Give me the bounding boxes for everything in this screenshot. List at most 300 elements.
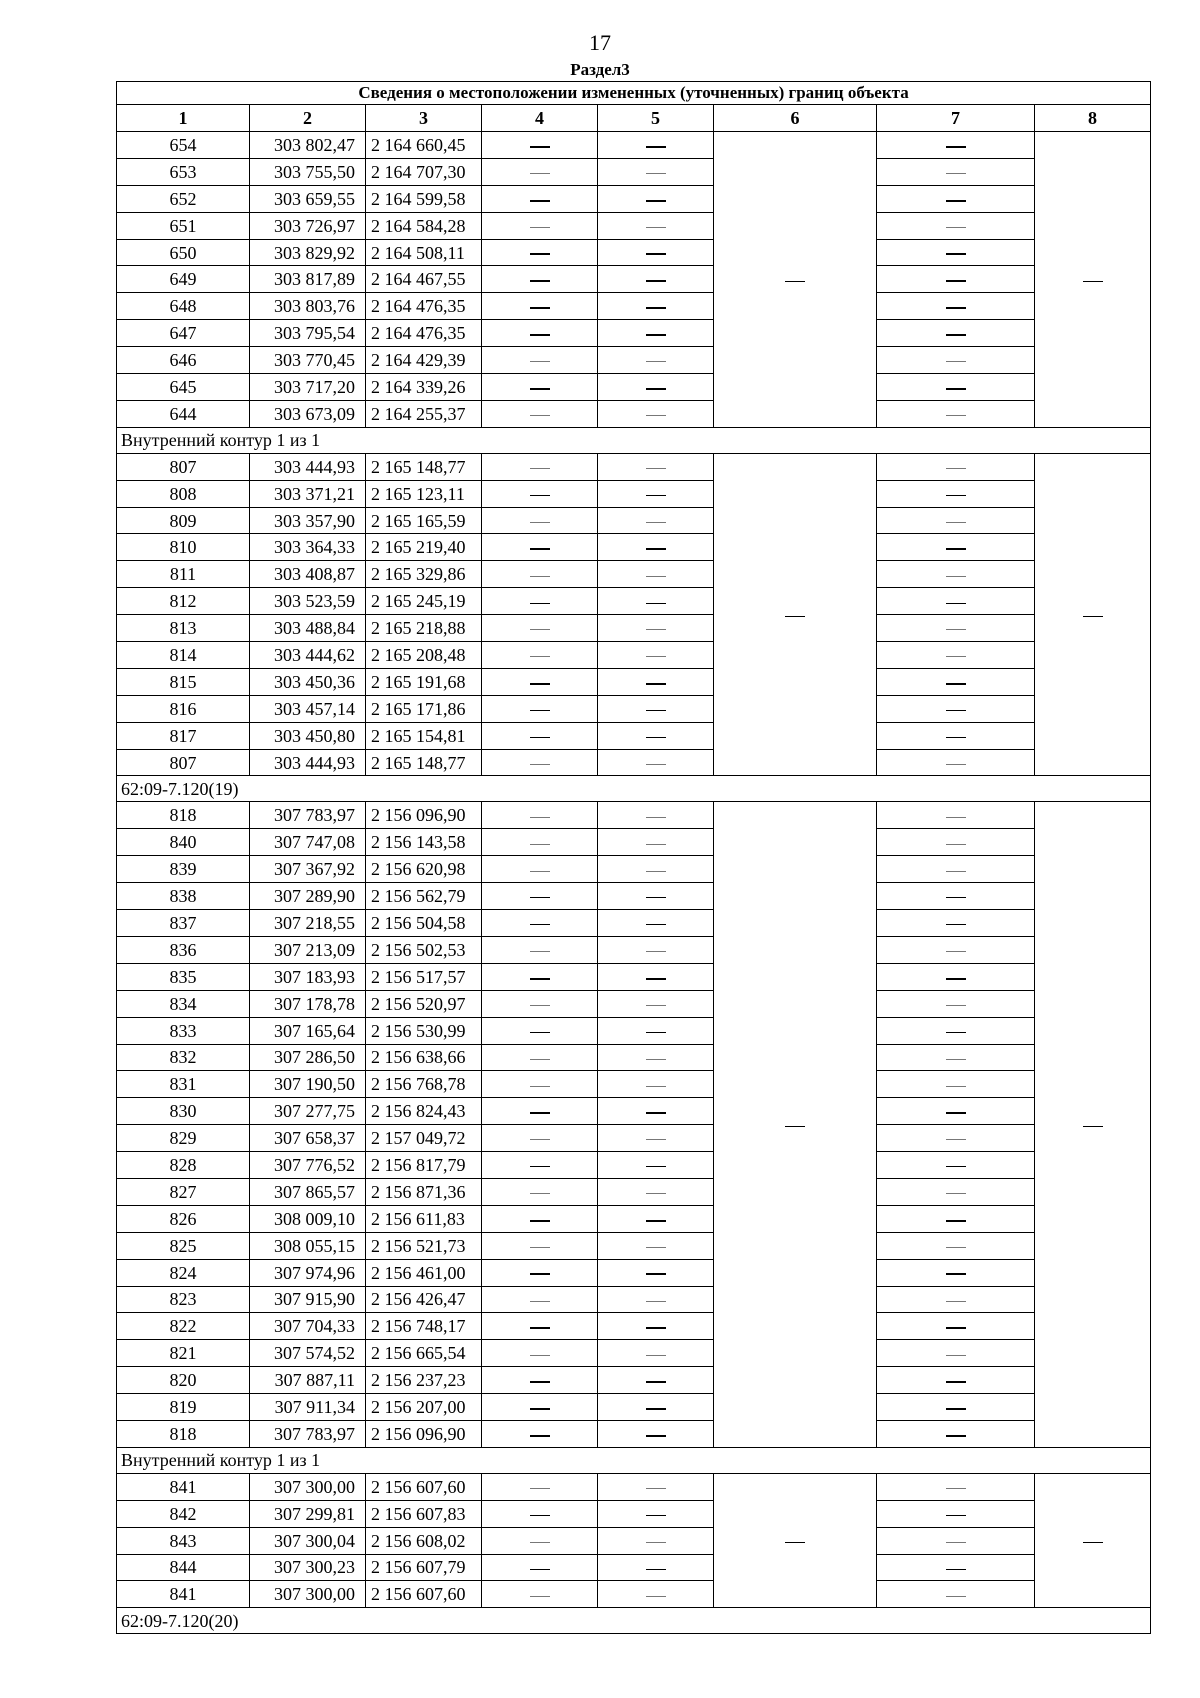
point-number-cell: 807 (117, 453, 250, 480)
col4-dash-cell (482, 1017, 598, 1044)
col4-dash-cell (482, 266, 598, 293)
col5-dash-cell (598, 132, 714, 159)
col7-dash-cell (877, 936, 1035, 963)
table-row (117, 990, 1151, 1017)
col5-dash-cell (598, 1232, 714, 1259)
coord-y-cell: 2 164 508,11 (366, 239, 482, 266)
column-header: 8 (1035, 105, 1151, 132)
dash-mark (946, 656, 966, 657)
section-title: Внутренний контур 1 из 1 (117, 427, 1151, 453)
col4-dash-cell (482, 480, 598, 507)
coord-y-cell: 2 157 049,72 (366, 1125, 482, 1152)
dash-mark (946, 1139, 966, 1140)
table-row (117, 1152, 1151, 1179)
coord-x-cell: 303 450,36 (250, 668, 366, 695)
coord-x-cell: 307 190,50 (250, 1071, 366, 1098)
dash-mark (946, 924, 966, 925)
dash-mark (946, 1301, 966, 1302)
table-row (117, 561, 1151, 588)
dash-mark (530, 576, 550, 577)
point-number-cell: 826 (117, 1205, 250, 1232)
col7-dash-cell (877, 1232, 1035, 1259)
coord-x-cell: 307 704,33 (250, 1313, 366, 1340)
coord-x-cell: 307 911,34 (250, 1394, 366, 1421)
col5-dash-cell (598, 1017, 714, 1044)
dash-mark (646, 683, 666, 685)
col4-dash-cell (482, 588, 598, 615)
boundary-coordinates-table (116, 81, 1151, 1634)
table-body (117, 82, 1151, 1634)
dash-mark (530, 924, 550, 925)
dash-mark (646, 548, 666, 550)
col5-dash-cell (598, 400, 714, 427)
col4-dash-cell (482, 507, 598, 534)
coord-y-cell: 2 164 255,37 (366, 400, 482, 427)
coord-x-cell: 303 817,89 (250, 266, 366, 293)
dash-mark (946, 1086, 966, 1087)
col5-dash-cell (598, 990, 714, 1017)
coord-y-cell: 2 156 665,54 (366, 1340, 482, 1367)
dash-mark (1083, 616, 1103, 617)
col4-dash-cell (482, 1313, 598, 1340)
table-row (117, 400, 1151, 427)
coord-y-cell: 2 156 607,79 (366, 1554, 482, 1581)
dash-mark (946, 1355, 966, 1356)
col7-dash-cell (877, 1420, 1035, 1447)
dash-mark (530, 468, 550, 469)
table-row (117, 1044, 1151, 1071)
coord-x-cell: 308 009,10 (250, 1205, 366, 1232)
dash-mark (530, 307, 550, 309)
col4-dash-cell (482, 374, 598, 401)
col4-dash-cell (482, 802, 598, 829)
dash-mark (646, 334, 666, 336)
col7-dash-cell (877, 642, 1035, 669)
section-row (117, 427, 1151, 453)
coord-x-cell: 303 795,54 (250, 320, 366, 347)
dash-mark (946, 1247, 966, 1248)
dash-mark (646, 1381, 666, 1383)
point-number-cell: 832 (117, 1044, 250, 1071)
point-number-cell: 812 (117, 588, 250, 615)
col7-dash-cell (877, 990, 1035, 1017)
table-row (117, 239, 1151, 266)
col5-dash-cell (598, 1044, 714, 1071)
dash-mark (946, 1327, 966, 1329)
point-number-cell: 813 (117, 615, 250, 642)
table-row (117, 1394, 1151, 1421)
coord-y-cell: 2 156 096,90 (366, 1420, 482, 1447)
col4-dash-cell (482, 749, 598, 776)
col5-dash-cell (598, 185, 714, 212)
dash-mark (530, 495, 550, 496)
dash-mark (530, 1327, 550, 1329)
dash-mark (946, 683, 966, 685)
page-number: 17 (589, 30, 611, 55)
coord-x-cell: 307 658,37 (250, 1125, 366, 1152)
col4-dash-cell (482, 1367, 598, 1394)
coord-y-cell: 2 165 218,88 (366, 615, 482, 642)
dash-mark (530, 388, 550, 390)
dash-mark (530, 897, 550, 898)
dash-mark (646, 1542, 666, 1543)
column-header: 3 (366, 105, 482, 132)
coord-y-cell: 2 156 504,58 (366, 910, 482, 937)
coord-x-cell: 303 802,47 (250, 132, 366, 159)
dash-mark (646, 603, 666, 604)
col7-dash-cell (877, 1473, 1035, 1500)
dash-mark (646, 1059, 666, 1060)
point-number-cell: 811 (117, 561, 250, 588)
dash-mark (646, 897, 666, 898)
coord-y-cell: 2 165 171,86 (366, 695, 482, 722)
dash-mark (530, 1032, 550, 1033)
coord-x-cell: 303 726,97 (250, 212, 366, 239)
dash-mark (785, 281, 805, 282)
column-header: 2 (250, 105, 366, 132)
col5-dash-cell (598, 1500, 714, 1527)
table-row (117, 615, 1151, 642)
col7-dash-cell (877, 695, 1035, 722)
col4-dash-cell (482, 561, 598, 588)
col7-dash-cell (877, 534, 1035, 561)
table-row (117, 936, 1151, 963)
dash-mark (946, 1005, 966, 1006)
dash-mark (646, 1139, 666, 1140)
coord-y-cell: 2 164 429,39 (366, 347, 482, 374)
dash-mark (785, 616, 805, 617)
col6-merged-dash-cell (714, 453, 877, 776)
dash-mark (646, 1301, 666, 1302)
dash-mark (646, 1515, 666, 1516)
dash-mark (646, 1273, 666, 1275)
dash-mark (646, 817, 666, 818)
dash-mark (530, 629, 550, 630)
col5-dash-cell (598, 534, 714, 561)
dash-mark (946, 1193, 966, 1194)
dash-mark (1083, 281, 1103, 282)
col5-dash-cell (598, 374, 714, 401)
table-row (117, 453, 1151, 480)
coord-x-cell: 307 574,52 (250, 1340, 366, 1367)
dash-mark (530, 1408, 550, 1410)
coord-x-cell: 303 444,93 (250, 749, 366, 776)
col7-dash-cell (877, 588, 1035, 615)
dash-mark (646, 1193, 666, 1194)
col7-dash-cell (877, 320, 1035, 347)
point-number-cell: 841 (117, 1581, 250, 1608)
dash-mark (646, 1327, 666, 1329)
col4-dash-cell (482, 668, 598, 695)
col7-dash-cell (877, 507, 1035, 534)
col5-dash-cell (598, 615, 714, 642)
coord-x-cell: 307 887,11 (250, 1367, 366, 1394)
coord-x-cell: 303 488,84 (250, 615, 366, 642)
coord-x-cell: 303 357,90 (250, 507, 366, 534)
coord-y-cell: 2 156 517,57 (366, 963, 482, 990)
coord-x-cell: 303 755,50 (250, 158, 366, 185)
coord-y-cell: 2 165 148,77 (366, 749, 482, 776)
col7-dash-cell (877, 1178, 1035, 1205)
coord-x-cell: 307 277,75 (250, 1098, 366, 1125)
dash-mark (530, 978, 550, 980)
dash-mark (530, 522, 550, 523)
col5-dash-cell (598, 561, 714, 588)
dash-mark (946, 415, 966, 416)
col8-merged-dash-cell (1035, 132, 1151, 428)
table-row (117, 347, 1151, 374)
point-number-cell: 807 (117, 749, 250, 776)
dash-mark (530, 1355, 550, 1356)
coord-x-cell: 307 165,64 (250, 1017, 366, 1044)
dash-mark (946, 200, 966, 202)
dash-mark (946, 603, 966, 604)
dash-mark (946, 468, 966, 469)
coord-x-cell: 303 659,55 (250, 185, 366, 212)
col4-dash-cell (482, 1554, 598, 1581)
col4-dash-cell (482, 1394, 598, 1421)
coord-x-cell: 307 783,97 (250, 802, 366, 829)
coord-x-cell: 307 915,90 (250, 1286, 366, 1313)
dash-mark (646, 1355, 666, 1356)
col6-merged-dash-cell (714, 1473, 877, 1607)
col5-dash-cell (598, 1527, 714, 1554)
col5-dash-cell (598, 347, 714, 374)
dash-mark (646, 522, 666, 523)
col5-dash-cell (598, 1205, 714, 1232)
coord-y-cell: 2 165 191,68 (366, 668, 482, 695)
col5-dash-cell (598, 453, 714, 480)
col7-dash-cell (877, 668, 1035, 695)
table-row (117, 722, 1151, 749)
col7-dash-cell (877, 829, 1035, 856)
dash-mark (646, 307, 666, 309)
dash-mark (530, 253, 550, 255)
dash-mark (530, 548, 550, 550)
coord-x-cell: 307 367,92 (250, 856, 366, 883)
coord-y-cell: 2 165 219,40 (366, 534, 482, 561)
column-header-row (117, 105, 1151, 132)
dash-mark (946, 495, 966, 496)
col5-dash-cell (598, 963, 714, 990)
col7-dash-cell (877, 239, 1035, 266)
table-row (117, 695, 1151, 722)
dash-mark (946, 844, 966, 845)
coord-y-cell: 2 156 608,02 (366, 1527, 482, 1554)
dash-mark (530, 1273, 550, 1275)
col7-dash-cell (877, 1071, 1035, 1098)
coord-y-cell: 2 156 871,36 (366, 1178, 482, 1205)
coord-x-cell: 303 444,62 (250, 642, 366, 669)
coord-x-cell: 303 457,14 (250, 695, 366, 722)
table-row (117, 1071, 1151, 1098)
col4-dash-cell (482, 1044, 598, 1071)
dash-mark (646, 495, 666, 496)
coord-x-cell: 307 776,52 (250, 1152, 366, 1179)
table-row (117, 856, 1151, 883)
column-header: 7 (877, 105, 1035, 132)
col5-dash-cell (598, 1152, 714, 1179)
point-number-cell: 649 (117, 266, 250, 293)
dash-mark (646, 844, 666, 845)
point-number-cell: 820 (117, 1367, 250, 1394)
col4-dash-cell (482, 856, 598, 883)
dash-mark (530, 710, 550, 711)
point-number-cell: 824 (117, 1259, 250, 1286)
dash-mark (1083, 1126, 1103, 1127)
dash-mark (530, 764, 550, 765)
section-title: Внутренний контур 1 из 1 (117, 1447, 1151, 1473)
table-row (117, 212, 1151, 239)
col4-dash-cell (482, 320, 598, 347)
dash-mark (646, 1435, 666, 1437)
table-row (117, 1554, 1151, 1581)
dash-mark (530, 844, 550, 845)
col7-dash-cell (877, 749, 1035, 776)
point-number-cell: 650 (117, 239, 250, 266)
col7-dash-cell (877, 1017, 1035, 1044)
dash-mark (530, 1488, 550, 1489)
point-number-cell: 843 (117, 1527, 250, 1554)
col4-dash-cell (482, 1125, 598, 1152)
col5-dash-cell (598, 1473, 714, 1500)
coord-y-cell: 2 165 154,81 (366, 722, 482, 749)
col4-dash-cell (482, 347, 598, 374)
col7-dash-cell (877, 1340, 1035, 1367)
col5-dash-cell (598, 1313, 714, 1340)
col4-dash-cell (482, 453, 598, 480)
dash-mark (946, 1488, 966, 1489)
dash-mark (646, 978, 666, 980)
dash-mark (530, 1166, 550, 1167)
col5-dash-cell (598, 1554, 714, 1581)
col7-dash-cell (877, 453, 1035, 480)
table-row (117, 749, 1151, 776)
coord-y-cell: 2 156 638,66 (366, 1044, 482, 1071)
coord-x-cell: 307 299,81 (250, 1500, 366, 1527)
table-row (117, 883, 1151, 910)
col7-dash-cell (877, 400, 1035, 427)
col7-dash-cell (877, 1313, 1035, 1340)
dash-mark (530, 1220, 550, 1222)
dash-mark (946, 1435, 966, 1437)
coord-x-cell: 308 055,15 (250, 1232, 366, 1259)
col5-dash-cell (598, 883, 714, 910)
coord-y-cell: 2 156 143,58 (366, 829, 482, 856)
dash-mark (646, 1488, 666, 1489)
point-number-cell: 837 (117, 910, 250, 937)
col5-dash-cell (598, 1178, 714, 1205)
point-number-cell: 651 (117, 212, 250, 239)
table-row (117, 534, 1151, 561)
coord-x-cell: 303 829,92 (250, 239, 366, 266)
dash-mark (530, 871, 550, 872)
coord-y-cell: 2 156 607,60 (366, 1473, 482, 1500)
col4-dash-cell (482, 695, 598, 722)
col7-dash-cell (877, 1500, 1035, 1527)
dash-mark (646, 764, 666, 765)
coord-y-cell: 2 164 599,58 (366, 185, 482, 212)
col4-dash-cell (482, 1527, 598, 1554)
col8-merged-dash-cell (1035, 1473, 1151, 1607)
dash-mark (530, 1301, 550, 1302)
dash-mark (946, 871, 966, 872)
col5-dash-cell (598, 158, 714, 185)
dash-mark (530, 227, 550, 228)
col5-dash-cell (598, 1259, 714, 1286)
col4-dash-cell (482, 829, 598, 856)
point-number-cell: 810 (117, 534, 250, 561)
coord-x-cell: 307 747,08 (250, 829, 366, 856)
point-number-cell: 835 (117, 963, 250, 990)
col7-dash-cell (877, 802, 1035, 829)
col4-dash-cell (482, 293, 598, 320)
dash-mark (1083, 1542, 1103, 1543)
table-row (117, 507, 1151, 534)
point-number-cell: 821 (117, 1340, 250, 1367)
col4-dash-cell (482, 132, 598, 159)
coord-y-cell: 2 156 461,00 (366, 1259, 482, 1286)
dash-mark (646, 415, 666, 416)
dash-mark (946, 361, 966, 362)
col5-dash-cell (598, 239, 714, 266)
dash-mark (946, 978, 966, 980)
coord-y-cell: 2 156 562,79 (366, 883, 482, 910)
dash-mark (530, 1542, 550, 1543)
col4-dash-cell (482, 1098, 598, 1125)
coord-y-cell: 2 156 824,43 (366, 1098, 482, 1125)
col4-dash-cell (482, 722, 598, 749)
dash-mark (646, 924, 666, 925)
table-row (117, 374, 1151, 401)
coord-x-cell: 307 213,09 (250, 936, 366, 963)
col4-dash-cell (482, 963, 598, 990)
section-title: 62:09-7.120(19) (117, 776, 1151, 802)
col5-dash-cell (598, 668, 714, 695)
point-number-cell: 644 (117, 400, 250, 427)
table-row (117, 1259, 1151, 1286)
dash-mark (646, 1247, 666, 1248)
table-row (117, 1473, 1151, 1500)
col5-dash-cell (598, 266, 714, 293)
point-number-cell: 833 (117, 1017, 250, 1044)
table-row (117, 320, 1151, 347)
col5-dash-cell (598, 1125, 714, 1152)
dash-mark (530, 361, 550, 362)
col5-dash-cell (598, 722, 714, 749)
point-number-cell: 808 (117, 480, 250, 507)
dash-mark (646, 227, 666, 228)
dash-mark (946, 737, 966, 738)
coord-x-cell: 307 300,00 (250, 1473, 366, 1500)
dash-mark (530, 1059, 550, 1060)
col4-dash-cell (482, 1473, 598, 1500)
point-number-cell: 841 (117, 1473, 250, 1500)
col7-dash-cell (877, 480, 1035, 507)
dash-mark (530, 146, 550, 148)
point-number-cell: 825 (117, 1232, 250, 1259)
point-number-cell: 654 (117, 132, 250, 159)
table-row (117, 910, 1151, 937)
col5-dash-cell (598, 1367, 714, 1394)
coord-x-cell: 307 300,23 (250, 1554, 366, 1581)
dash-mark (946, 548, 966, 550)
col7-dash-cell (877, 374, 1035, 401)
col7-dash-cell (877, 856, 1035, 883)
table-row (117, 1340, 1151, 1367)
dash-mark (646, 1220, 666, 1222)
dash-mark (946, 1112, 966, 1114)
